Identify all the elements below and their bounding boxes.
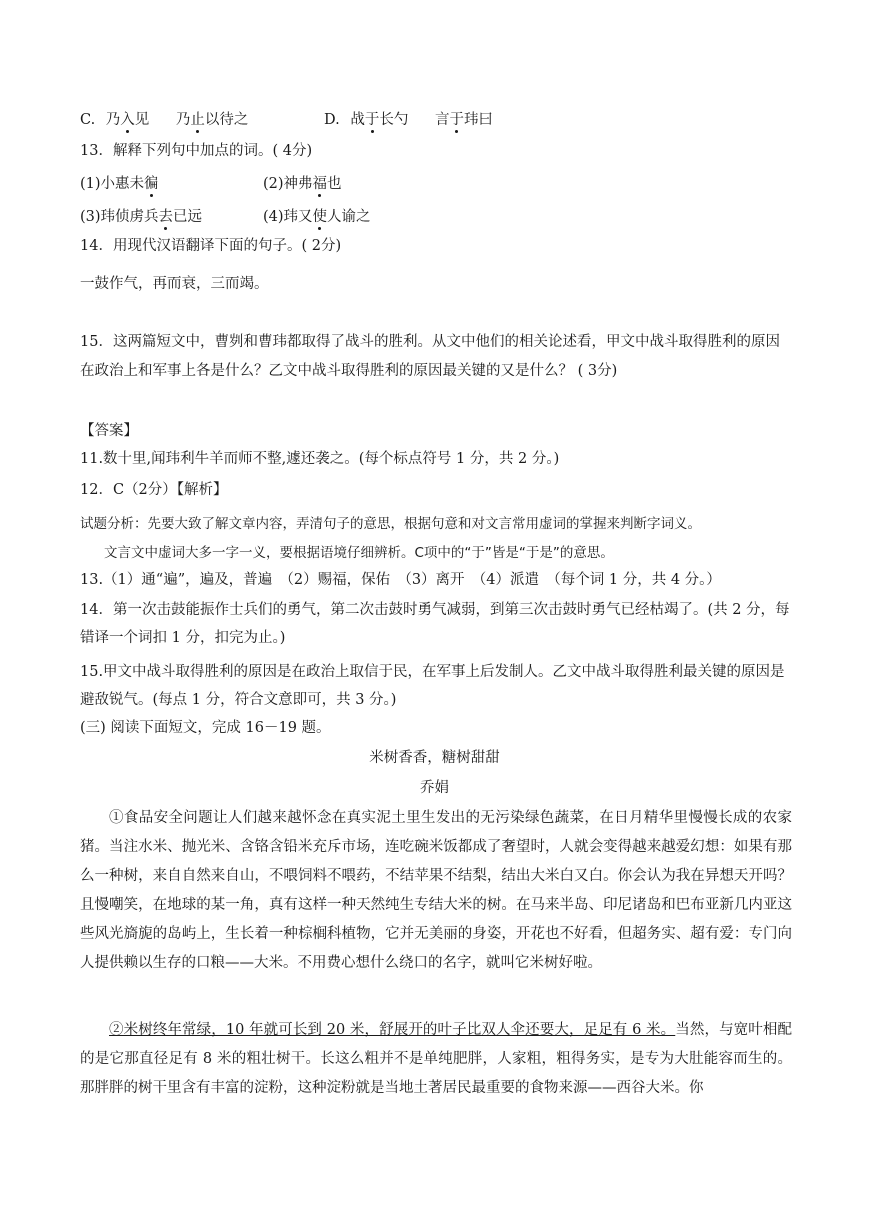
answer-11: 11.数十里,闻玮利牛羊而师不整,遽还袭之。(每个标点符号 1 分，共 2 分。) <box>80 451 560 467</box>
article-paragraph-2 <box>80 1016 792 1103</box>
q13-item-1 <box>80 174 159 194</box>
dotted-char: 于 <box>449 112 464 128</box>
dotted-char: 徧 <box>144 176 159 192</box>
item-text: (1)小惠未 <box>80 176 145 192</box>
option-d-text: 玮曰 <box>463 112 493 128</box>
option-d-text: 言 <box>434 112 450 128</box>
item-text: 已远 <box>173 209 203 225</box>
underlined-sentence: ②米树终年常绿，10 年就可长到 20 米，舒展开的叶子比双人伞还要大，足足有 6 米。 <box>109 1022 676 1038</box>
answer-14: 14．第一次击鼓能振作士兵们的勇气，第二次击鼓时勇气减弱，到第三次击鼓时勇气已经枯竭了。(共 2 分，每错译一个词扣 1 分，扣完为止。) <box>80 602 790 646</box>
answer-13: 13.（1）通“遍”，遍及，普遍 （2）赐福，保佑 （3）离开 （4）派遣 （每个词 1 分，共 4 分。） <box>80 572 721 588</box>
article-title: 米树香香，糖树甜甜 <box>369 750 500 766</box>
answer-12-analysis-cont: 文言文中虚词大多一字一义，要根据语境仔细辨析。C项中的“于”皆是“于是”的意思。 <box>104 545 614 561</box>
option-c-text: 见 <box>134 112 150 128</box>
option-d-label: D. <box>324 112 340 128</box>
item-text: 人谕之 <box>327 209 371 225</box>
option-c-text: 乃 <box>105 112 121 128</box>
option-c-text: 乃 <box>175 112 191 128</box>
item-text: (2)神弗 <box>263 176 313 192</box>
option-c-label: C. <box>80 112 96 128</box>
answer-15: 15.甲文中战斗取得胜利的原因是在政治上取信于民，在军事上后发制人。乙文中战斗取得胜利最关键的原因是避敌锐气。(每点 1 分，符合文意即可，共 3 分。) <box>80 664 785 708</box>
q12-option-d <box>324 110 493 130</box>
article-paragraph-1: ①食品安全问题让人们越来越怀念在真实泥土里生发出的无污染绿色蔬菜，在日月精华里慢慢长成的农家猪。当注水米、抛光米、含铬含铅米充斥市场，连吃碗米饭都成了奢望时，人就会变得越来越爱幻想：如果有那么一种树，来自自然来自山，不喂饲料不喂药，不结苹果不结梨，结出大米白又白。你会认为我在异想天开吗？且慢嘲笑，在地球的某一角，真有这样一种天然纯生专结大米的树。在马来半岛、印尼诸岛和巴布亚新几内亚这些风光旖旎的岛屿上，生长着一种棕榈科植物，它并无美丽的身姿，开花也不好看，但超务实、超有爱：专门向人提供赖以生存的口粮——大米。不用费心想什么绕口的名字，就叫它米树好啦。 <box>80 810 792 971</box>
q13-item-3 <box>80 207 202 227</box>
q15-stem: 15．这两篇短文中，曹刿和曹玮都取得了战斗的胜利。从文中他们的相关论述看，甲文中战斗取得胜利的原因在政治上和军事上各是什么？乙文中战斗取得胜利的原因最关键的又是什么？ ( 3分) <box>80 334 780 379</box>
q13-item-4 <box>263 207 371 227</box>
option-c-text: 以待之 <box>204 112 249 128</box>
dotted-char: 入 <box>120 112 135 128</box>
article-author: 乔娟 <box>420 780 449 796</box>
q12-option-c <box>80 110 248 130</box>
dotted-char: 使 <box>312 209 328 225</box>
answers-heading: 【答案】 <box>80 423 138 439</box>
paragraph-text: 当然，与宽叶相配的是它那直径足有 8 米的粗壮树干。长这么粗并不是单纯肥胖，人家粗，粗得务实，是专为大肚能容而生的。那胖胖的树干里含有丰富的淀粉，这种淀粉就是当地土著居民最重要的食物来源——西谷大米。你 <box>80 1022 792 1096</box>
item-text: 也 <box>327 176 342 192</box>
dotted-char: 于 <box>364 112 380 128</box>
item-text: (3)玮侦虏兵 <box>80 209 159 225</box>
answer-12: 12．C（2分）【解析】 <box>80 482 228 498</box>
dotted-char: 去 <box>158 209 174 225</box>
q14-stem: 14．用现代汉语翻译下面的句子。( 2分) <box>80 238 342 254</box>
answer-12-analysis: 试题分析：先要大致了解文章内容，弄清句子的意思，根据句意和对文言常用虚词的掌握来判断字词义。 <box>80 516 701 532</box>
item-text: (4)玮又 <box>263 209 313 225</box>
section-intro: (三) 阅读下面短文，完成 16－19 题。 <box>80 720 331 736</box>
option-d-text: 战 <box>350 112 365 128</box>
q14-sentence: 一鼓作气，再而衰，三而竭。 <box>80 276 269 292</box>
q13-stem: 13．解释下列句中加点的词。( 4分) <box>80 143 313 159</box>
option-d-text: 长勺 <box>379 112 409 128</box>
dotted-char: 福 <box>312 176 328 192</box>
q13-item-2 <box>263 174 342 194</box>
dotted-char: 止 <box>190 112 205 128</box>
